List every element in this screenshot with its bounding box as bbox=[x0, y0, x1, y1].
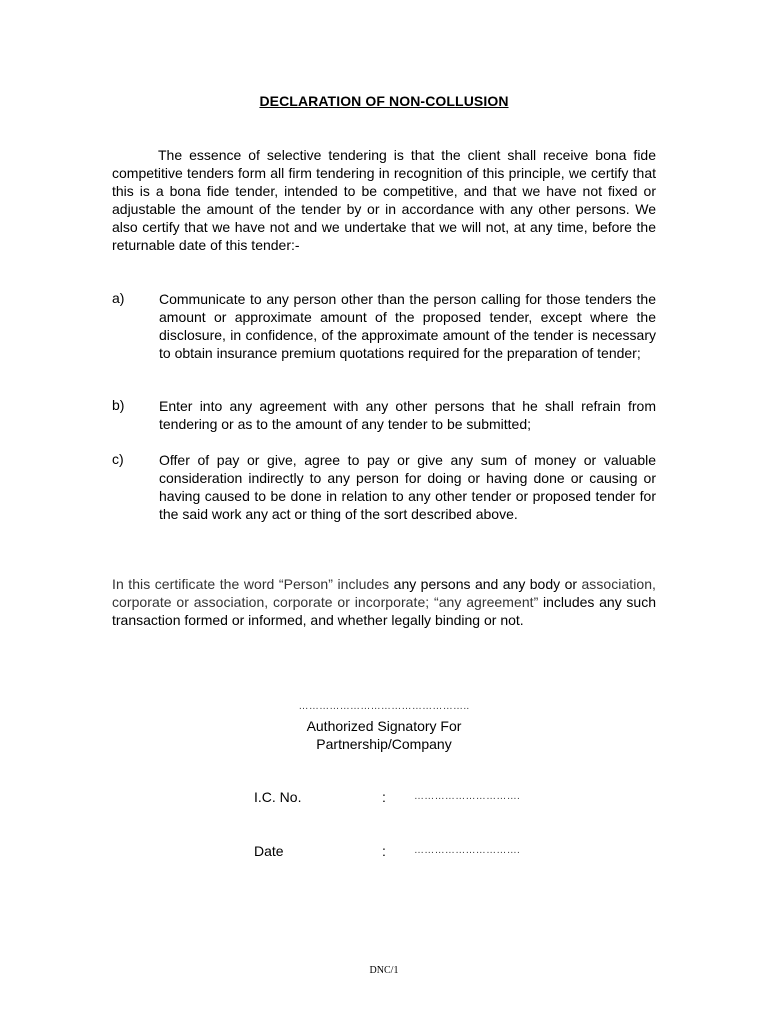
document-title: DECLARATION OF NON-COLLUSION bbox=[259, 93, 509, 109]
date-field bbox=[254, 843, 614, 863]
ic-number-label: I.C. No. bbox=[254, 789, 302, 805]
ic-number-field bbox=[254, 789, 614, 809]
definition-text-part4: includes any such transaction formed or informed, and whether legally binding or not. bbox=[112, 594, 656, 628]
definition-text-part3: association, corporate or association, corporate or incorporate; “any agreement” bbox=[112, 576, 656, 610]
page-footer: DNC/1 bbox=[369, 965, 399, 976]
signatory-line-2: Partnership/Company bbox=[316, 736, 452, 752]
list-item-label: c) bbox=[112, 451, 124, 467]
list-item-text: Offer of pay or give, agree to pay or give any sum of money or valuable consideration indirectly to any person for doing or having done or causing or having caused to be done in relation to any other tender or proposed tender for the said work any act or thing of the sort described above. bbox=[159, 452, 656, 522]
date-colon: : bbox=[382, 843, 386, 859]
list-item-label: a) bbox=[112, 290, 125, 306]
list-item-c bbox=[112, 451, 656, 523]
date-blank: …………………………. bbox=[414, 845, 521, 856]
definition-paragraph bbox=[112, 575, 656, 629]
intro-paragraph: The essence of selective tendering is that the client shall receive bona fide competitive tenders form all firm tendering in recognition of this principle, we certify that this is a bona fide tender, intended to be competitive, and that we have not fixed or adjustable the amount of the tender by or in accordance with any other persons. We also certify that we have not and we undertake that we will not, at any time, before the returnable date of this tender:- bbox=[112, 147, 656, 253]
list-item-b bbox=[112, 397, 656, 433]
ic-number-colon: : bbox=[382, 789, 386, 805]
date-label: Date bbox=[254, 843, 284, 859]
list-item-text: Enter into any agreement with any other persons that he shall refrain from tendering or as to the amount of any tender to be submitted; bbox=[159, 398, 656, 432]
ic-number-blank: …………………………. bbox=[414, 791, 521, 802]
signatory-block bbox=[0, 717, 768, 753]
definition-text-part2: any persons and any body or bbox=[389, 576, 582, 592]
definition-text-part1: In this certificate the word “Person” includes bbox=[112, 576, 390, 592]
list-item-a bbox=[112, 290, 656, 362]
signatory-line-1: Authorized Signatory For bbox=[306, 718, 462, 734]
signature-line: ………………………………………….. bbox=[298, 701, 470, 712]
list-item-label: b) bbox=[112, 397, 125, 413]
list-item-text: Communicate to any person other than the person calling for those tenders the amount or approximate amount of the proposed tender, except where the disclosure, in confidence, of the approximate amount of the tender is necessary to obtain insurance premium quotations required for the preparation of tender; bbox=[159, 291, 656, 361]
